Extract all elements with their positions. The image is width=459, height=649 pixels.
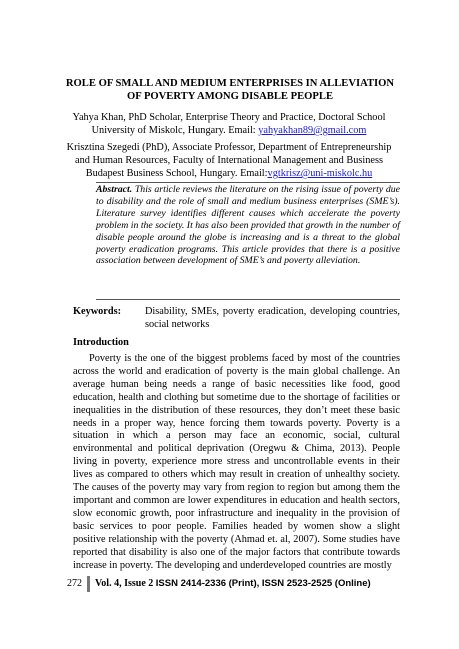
author-2-email-link[interactable]: vgtkrisz@uni-miskolc.hu: [267, 168, 373, 179]
introduction-paragraph: Poverty is the one of the biggest problems faced by most of the countries across the world and eradication of poverty is the main global challenge. An average human being needs a range of basic necessities like food, good education, health and clothing but sometime due to the shortage of facilities or inequalities in the distribution of these resources, they don’t meet these basic needs in a proper way, hence forcing them towards poverty. Poverty is a situation in which a person may face an economic, social, cultural environmental and political deprivation (Oregwu & Chima, 2013). People living in poverty, experience more stress and uncontrollable events in their lives as compared to others which may result in creation of unhealthy society. The causes of the poverty may vary from region to region but among them the important and common are lower expenditures in education and health sectors, slow economic growth, poor infrastructure and inequality in the provision of basic services to poor people. Families headed by women show a slight positive relationship with the poverty (Ahmad et. al, 2007). Some studies have reported that disability is also one of the major factors that contribute towards increase in poverty. The developing and underdeveloped countries are mostly: [73, 353, 400, 571]
journal-info: [95, 575, 371, 593]
keywords-text: Disability, SMEs, poverty eradication, developing countries, social networks: [145, 306, 400, 330]
author-2-affiliation: [62, 141, 396, 180]
journal-volume: Vol. 4, Issue 2: [95, 578, 156, 589]
abstract-bottom-rule: [96, 299, 400, 300]
footer-divider: [87, 576, 90, 592]
introduction-heading: Introduction: [73, 337, 129, 348]
page-number: 272: [67, 578, 82, 589]
abstract-block: [96, 184, 400, 267]
introduction-body: [73, 353, 400, 572]
abstract-top-rule: [96, 182, 400, 183]
abstract-text: This article reviews the literature on the rising issue of poverty due to disability and the role of small and medium business enterprises (SME’s). Literature survey identifies different causes which accelerate the poverty problem in the society. It has also been provided that growth in the number of disable people around the globe is increasing and is a threat to the global poverty eradication programs. This article provides that there is a positive association between development of SME’s and poverty alleviation.: [96, 184, 400, 267]
page-footer: [60, 575, 420, 593]
author-1-affiliation: [62, 111, 396, 137]
author-2-text: Krisztina Szegedi (PhD), Associate Professor, Department of Entrepreneurship and Human Resources, Faculty of International Management and Business Budapest Business School, Hungary. Email:: [66, 142, 392, 179]
author-1-text: Yahya Khan, PhD Scholar, Enterprise Theory and Practice, Doctoral School University of Miskolc, Hungary. Email:: [72, 112, 386, 136]
paper-title: ROLE OF SMALL AND MEDIUM ENTERPRISES IN ALLEVIATION OF POVERTY AMONG DISABLE PEOPLE: [65, 78, 395, 102]
author-1-email-link[interactable]: yahyakhan89@gmail.com: [258, 125, 367, 136]
keywords-label: Keywords:: [73, 306, 122, 317]
abstract-label: Abstract.: [96, 184, 133, 195]
journal-issn: ISSN 2414-2336 (Print), ISSN 2523-2525 (Online): [155, 578, 371, 589]
